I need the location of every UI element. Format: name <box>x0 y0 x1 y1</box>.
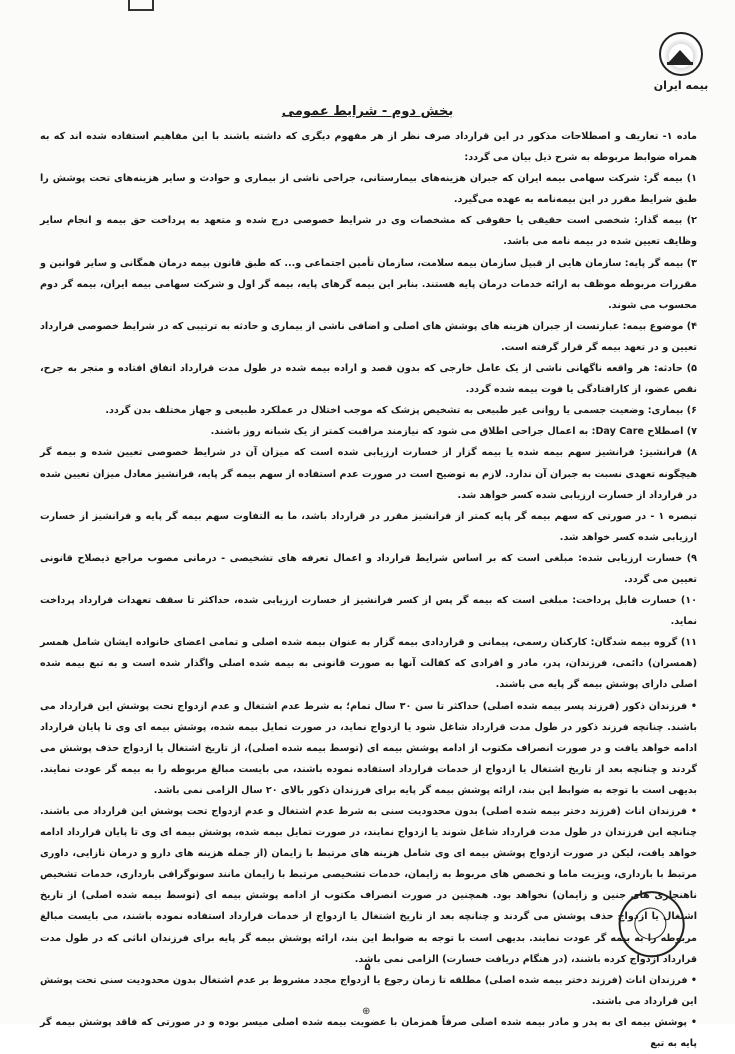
paragraph-male-children: • فرزندان ذکور (فرزند پسر بیمه شده اصلی) حداکثر تا سن ۳۰ سال تمام؛ به شرط عدم اشتغال و عدم ازدواج تحت پوشش این قرارداد می باشند. چنانچه فرزند ذکور در طول مدت قرارداد شاغل شود یا ازدواج نماید، در صورت تمایل بیمه شده، پوشش بیمه ای وی تا پایان قرارداد ادامه خواهد یافت و در صورت انصراف مکتوب از ادامه پوشش بیمه ای (توسط بیمه شده اصلی)، از تاریخ اشتغال یا ازدواج حذف پوشش می گردند و چنانچه بعد از تاریخ اشتغال یا ازدواج از خدمات قرارداد استفاده نموده باشند، می بایست مبالغ مربوطه را به بیمه گر عودت نمایند. بدیهی است با توجه به ضوابط این بند، ارائه پوشش بیمه گر پایه برای فرزندان ذکور بالای ۲۰ سال الزامی نمی باشد. <box>40 700 697 796</box>
paragraph-insurer: ۱) بیمه گر: شرکت سهامی بیمه ایران که جبران هزینه‌های بیمارستانی، جراحی ناشی از بیماری و حوادث و سایر هزینه‌های تحت پوشش را طبق شرایط مقرر در این بیمه‌نامه به عهده می‌گیرد. <box>40 173 697 206</box>
paragraph-franchise: ۸) فرانشیز: فرانشیز سهم بیمه شده یا بیمه گزار از خسارت ارزیابی شده است که میزان آن در شرایط خصوصی تعیین شده و بیمه گر هیچگونه تعهدی نسبت به جبران آن ندارد. لازم به توضیح است در صورت عدم استفاده از سهم بیمه گر پایه، فرانشیز معادل میزان تعیین شده در قرارداد از خسارت ارزیابی شده کسر خواهد شد. <box>40 447 697 501</box>
document-body <box>40 126 697 1054</box>
scan-mark <box>128 0 154 11</box>
paragraph-subject: ۴) موضوع بیمه: عبارتست از جبران هزینه های پوشش های اصلی و اضافی ناشی از بیماری و حادثه به ترتیبی که در شرایط خصوصی قرارداد تعیین و در تعهد بیمه گر قرار گرفته است. <box>40 320 697 353</box>
page-number: ۵ <box>364 962 371 973</box>
paragraph-note-1: تبصره ۱ - در صورتی که سهم بیمه گر پایه کمتر از فرانشیز مقرر در قرارداد باشد، ما به التفاوت سهم بیمه گر پایه و فرانشیز از خسارت ارزیابی شده کسر خواهد شد. <box>40 510 697 543</box>
logo-text: بیمه ایران <box>653 79 709 92</box>
company-logo <box>651 32 711 92</box>
scan-mark-bottom: ⊕ <box>362 1006 371 1017</box>
paragraph-base-insurer: ۳) بیمه گر پایه: سازمان هایی از قبیل سازمان بیمه سلامت، سازمان تأمین اجتماعی و... که طبق قانون بیمه درمان همگانی و سایر قوانین و مقررات مربوطه موظف به ارائه خدمات درمان پایه هستند. بنابر این بیمه گرهای پایه، بیمه گر اول و شرکت سهامی بیمه ایران، بیمه گر دوم محسوب می شوند. <box>40 257 697 311</box>
insurance-logo-icon <box>659 32 703 76</box>
paragraph-insured-group: ۱۱) گروه بیمه شدگان: کارکنان رسمی، پیمانی و قراردادی بیمه گزار به عنوان بیمه شده اصلی و تمامی اعضای خانواده ایشان شامل همسر (همسران) دائمی، فرزندان، پدر، مادر و افرادی که کفالت آنها به صورت قانونی به بیمه شده اصلی واگذار شده است و به تبع بیمه شده اصلی دارای پوشش بیمه گر پایه می باشند. <box>40 637 697 691</box>
paragraph-female-children: • فرزندان اناث (فرزند دختر بیمه شده اصلی) بدون محدودیت سنی به شرط عدم اشتغال و عدم ازدواج تحت پوشش این قرارداد می باشند. چنانچه این فرزندان در طول مدت قرارداد شاغل شوند یا ازدواج نمایند، در صورت تمایل بیمه شده، پوشش بیمه ای وی تا پایان قرارداد ادامه خواهد یافت، لیکن در صورت ازدواج پوشش بیمه ای وی شامل هزینه های مرتبط با زایمان (از جمله هزینه های دارو و درمان نازایی، داوری مرتبط با بارداری، ویزیت ماما و تخصص های مربوط به زایمان، خدمات تشخیصی مرتبط با زایمان مانند سونوگرافی بارداری، خدمات تشخیص ناهنجاری های جنین و زایمان) نخواهد بود. همچنین در صورت انصراف مکتوب از ادامه پوشش بیمه ای (توسط بیمه شده اصلی) از تاریخ اشتغال یا ازدواج حذف پوشش می گردند و چنانچه بعد از تاریخ اشتغال یا ازدواج از خدمات قرارداد استفاده نموده باشند، می بایست مبالغ مربوطه را به بیمه گر عودت نمایند. بدیهی است با توجه به ضوابط این بند، ارائه پوشش بیمه گر پایه برای فرزندان اناثی که در طول مدت قرارداد ازدواج کرده باشند، (در هنگام دریافت خسارت) الزامی نمی باشد. <box>40 806 697 965</box>
paragraph-divorced-daughters: • فرزندان اناث (فرزند دختر بیمه شده اصلی) مطلقه تا زمان رجوع یا ازدواج مجدد مشروط بر عدم اشتغال بدون محدودیت سنی تحت پوشش این قرارداد می باشند. <box>40 974 697 1007</box>
paragraph-policyholder: ۲) بیمه گذار: شخصی است حقیقی یا حقوقی که مشخصات وی در شرایط خصوصی درج شده و متعهد به پرداخت حق بیمه و انجام سایر وظایف تعیین شده در بیمه نامه می باشد. <box>40 215 697 248</box>
paragraph-day-care: ۷) اصطلاح Day Care: به اعمال جراحی اطلاق می شود که نیازمند مراقبت کمتر از یک شبانه روز باشند. <box>210 426 697 438</box>
paragraph-article-1: ماده ۱- تعاریف و اصطلاحات مذکور در این قرارداد صرف نظر از هر مفهوم دیگری که داشته باشند با این مفاهیم استفاده شده اند که به همراه ضوابط مربوطه به شرح ذیل بیان می گردد: <box>40 131 697 164</box>
paragraph-illness: ۶) بیماری: وضعیت جسمی یا روانی غیر طبیعی به تشخیص پزشک که موجب اختلال در عملکرد طبیعی و جهاز مختلف بدن گردد. <box>105 405 697 417</box>
paragraph-parents: • پوشش بیمه ای به پدر و مادر بیمه شده اصلی صرفاً همزمان با عضویت بیمه شده اصلی میسر بوده و در صورتی که فاقد پوشش بیمه گر پایه به تبع <box>40 1016 697 1050</box>
paragraph-accident: ۵) حادثه: هر واقعه ناگهانی ناشی از یک عامل خارجی که بدون قصد و اراده بیمه شده در طول مدت قرارداد اتفاق افتاده و منجر به جرح، نقص عضو، از کارافتادگی یا فوت بیمه شده گردد. <box>40 363 697 396</box>
paragraph-payable-loss: ۱۰) خسارت قابل پرداخت: مبلغی است که بیمه گر پس از کسر فرانشیز از خسارت ارزیابی شده، حداکثر تا سقف تعهدات قرارداد پرداخت نماید. <box>40 595 697 628</box>
section-title: بخش دوم - شرایط عمومی <box>281 104 454 119</box>
paragraph-assessed-loss: ۹) خسارت ارزیابی شده: مبلغی است که بر اساس شرایط قرارداد و اعمال تعرفه های تشخیصی - درمانی مصوب مراجع ذیصلاح قانونی تعیین می گردد. <box>40 552 697 585</box>
